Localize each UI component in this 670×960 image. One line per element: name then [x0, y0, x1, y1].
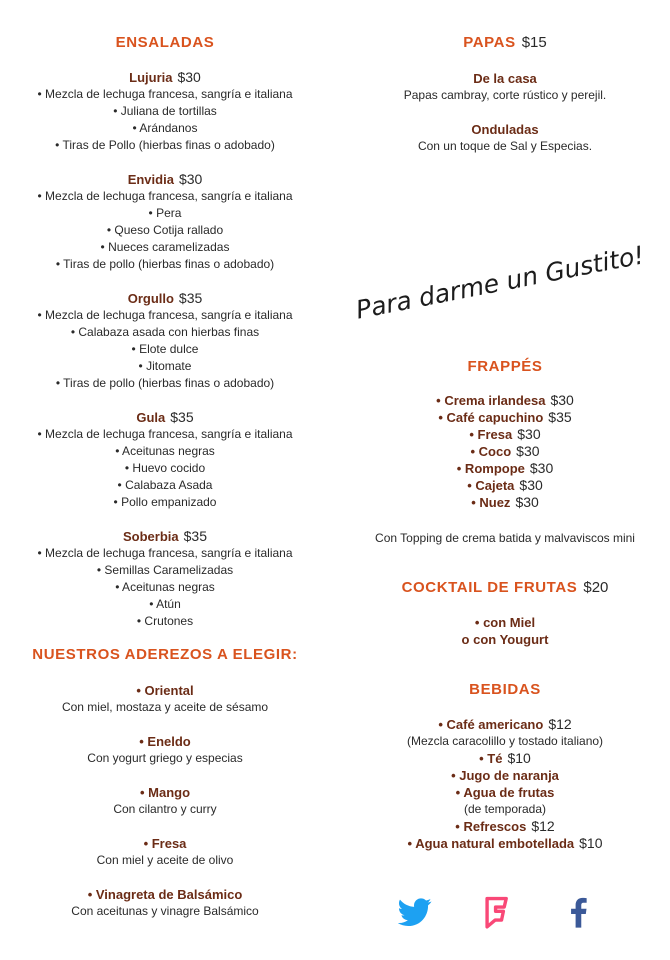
- ingredient-line: • Nueces caramelizadas: [100, 240, 230, 254]
- bebidas-list: [345, 716, 665, 852]
- foursquare-icon[interactable]: [480, 895, 514, 929]
- dressing-name: • Oriental: [136, 683, 194, 698]
- dressing-name: • Fresa: [143, 836, 187, 851]
- dressing-item: [10, 784, 320, 818]
- ingredient-line: • Mezcla de lechuga francesa, sangría e italiana: [37, 189, 293, 203]
- frappes-title: FRAPPÉS: [467, 358, 543, 375]
- salad-name: Gula: [136, 410, 166, 425]
- frappe-item: • Coco $30: [470, 443, 540, 459]
- dressing-desc: Con aceitunas y vinagre Balsámico: [71, 904, 259, 918]
- dressing-desc: Con miel, mostaza y aceite de sésamo: [61, 700, 269, 714]
- papas-title: [345, 34, 665, 51]
- papas-price: $15: [521, 34, 547, 51]
- papas-desc: Papas cambray, corte rústico y perejil.: [403, 88, 607, 102]
- papas-name: De la casa: [473, 71, 537, 86]
- ingredient-line: • Calabaza Asada: [117, 478, 213, 492]
- dressing-name: • Vinagreta de Balsámico: [87, 887, 243, 902]
- dressing-name: • Eneldo: [139, 734, 191, 749]
- salad-price: $35: [183, 528, 207, 544]
- frappe-item: • Rompope $30: [456, 460, 554, 476]
- salad-name: Soberbia: [123, 529, 179, 544]
- dressing-desc: Con cilantro y curry: [113, 802, 217, 816]
- ingredient-line: • Mezcla de lechuga francesa, sangría e italiana: [37, 546, 293, 560]
- ingredient-line: • Queso Cotija rallado: [106, 223, 224, 237]
- cocktail-option: o con Yougurt: [461, 632, 549, 647]
- cocktail-option: • con Miel: [474, 615, 536, 630]
- ingredient-line: • Tiras de pollo (hierbas finas o adobado): [55, 376, 275, 390]
- drink-subtext: (Mezcla caracolillo y tostado italiano): [406, 734, 604, 748]
- salad-gula: [10, 409, 320, 511]
- frappes-note-text: Con Topping de crema batida y malvaviscos mini: [375, 531, 635, 545]
- slogan-text: Para darme un Gustito!: [353, 240, 647, 325]
- ingredient-line: • Pera: [148, 206, 182, 220]
- ingredient-line: • Calabaza asada con hierbas finas: [70, 325, 260, 339]
- twitter-icon[interactable]: [398, 895, 432, 929]
- cocktail-price: $20: [583, 579, 609, 596]
- dressing-name: • Mango: [139, 785, 191, 800]
- dressing-desc: Con yogurt griego y especias: [87, 751, 243, 765]
- drink-item: • Café americano $12: [438, 716, 572, 732]
- salad-price: $30: [177, 69, 201, 85]
- salad-soberbia: [10, 528, 320, 630]
- papas-name: Onduladas: [471, 122, 539, 137]
- drink-item: • Refrescos $12: [455, 818, 555, 834]
- salad-name: Lujuria: [129, 70, 173, 85]
- drink-item: • Agua de frutas: [455, 785, 555, 800]
- ingredient-line: • Mezcla de lechuga francesa, sangría e italiana: [37, 87, 293, 101]
- salad-name: Envidia: [127, 172, 174, 187]
- dressing-item: [10, 682, 320, 716]
- drink-subtext: (de temporada): [463, 802, 547, 816]
- ingredient-line: • Mezcla de lechuga francesa, sangría e italiana: [37, 308, 293, 322]
- dressing-item: [10, 886, 320, 920]
- ingredient-line: • Tiras de Pollo (hierbas finas o adobado): [55, 138, 275, 152]
- bebidas-title: BEBIDAS: [469, 681, 541, 698]
- ingredient-line: • Aceitunas negras: [115, 580, 215, 594]
- ingredient-line: • Huevo cocido: [124, 461, 206, 475]
- drink-item: • Té $10: [479, 750, 531, 766]
- dressing-item: [10, 835, 320, 869]
- frappe-item: • Fresa $30: [469, 426, 541, 442]
- ingredient-line: • Mezcla de lechuga francesa, sangría e italiana: [37, 427, 293, 441]
- papas-item: [345, 70, 665, 104]
- salad-name: Orgullo: [127, 291, 174, 306]
- salad-price: $30: [178, 171, 203, 187]
- salad-envidia: [10, 171, 320, 273]
- salad-price: $35: [170, 409, 194, 425]
- dressing-desc: Con miel y aceite de olivo: [96, 853, 234, 867]
- salad-lujuria: [10, 69, 320, 154]
- ingredient-line: • Tiras de pollo (hierbas finas o adobado): [55, 257, 275, 271]
- cocktail-title: [345, 579, 665, 596]
- ingredient-line: • Pollo empanizado: [113, 495, 217, 509]
- ensaladas-title: ENSALADAS: [115, 34, 215, 51]
- ingredient-line: • Aceitunas negras: [115, 444, 215, 458]
- cocktail-options: [345, 614, 665, 648]
- ingredient-line: • Juliana de tortillas: [113, 104, 217, 118]
- frappe-item: • Crema irlandesa $30: [436, 392, 574, 408]
- ingredient-line: • Crutones: [136, 614, 194, 628]
- drink-item: • Agua natural embotellada $10: [407, 835, 603, 851]
- salad-price: $35: [178, 290, 203, 306]
- papas-title-text: PAPAS: [463, 34, 516, 51]
- frappes-list: [345, 392, 665, 511]
- frappe-item: • Café capuchino $35: [438, 409, 572, 425]
- facebook-icon[interactable]: [562, 895, 596, 929]
- dressing-item: [10, 733, 320, 767]
- salad-orgullo: [10, 290, 320, 392]
- papas-desc: Con un toque de Sal y Especias.: [417, 139, 593, 153]
- drink-item: • Jugo de naranja: [451, 768, 559, 783]
- ingredient-line: • Semillas Caramelizadas: [96, 563, 234, 577]
- ingredient-line: • Atún: [149, 597, 181, 611]
- frappes-note: [345, 530, 665, 547]
- frappe-item: • Cajeta $30: [467, 477, 543, 493]
- cocktail-title-text: COCKTAIL DE FRUTAS: [401, 579, 578, 596]
- ingredient-line: • Arándanos: [132, 121, 198, 135]
- frappe-item: • Nuez $30: [471, 494, 539, 510]
- ingredient-line: • Elote dulce: [131, 342, 199, 356]
- aderezos-title: NUESTROS ADEREZOS A ELEGIR:: [32, 646, 298, 663]
- papas-item: [345, 121, 665, 155]
- ingredient-line: • Jitomate: [138, 359, 192, 373]
